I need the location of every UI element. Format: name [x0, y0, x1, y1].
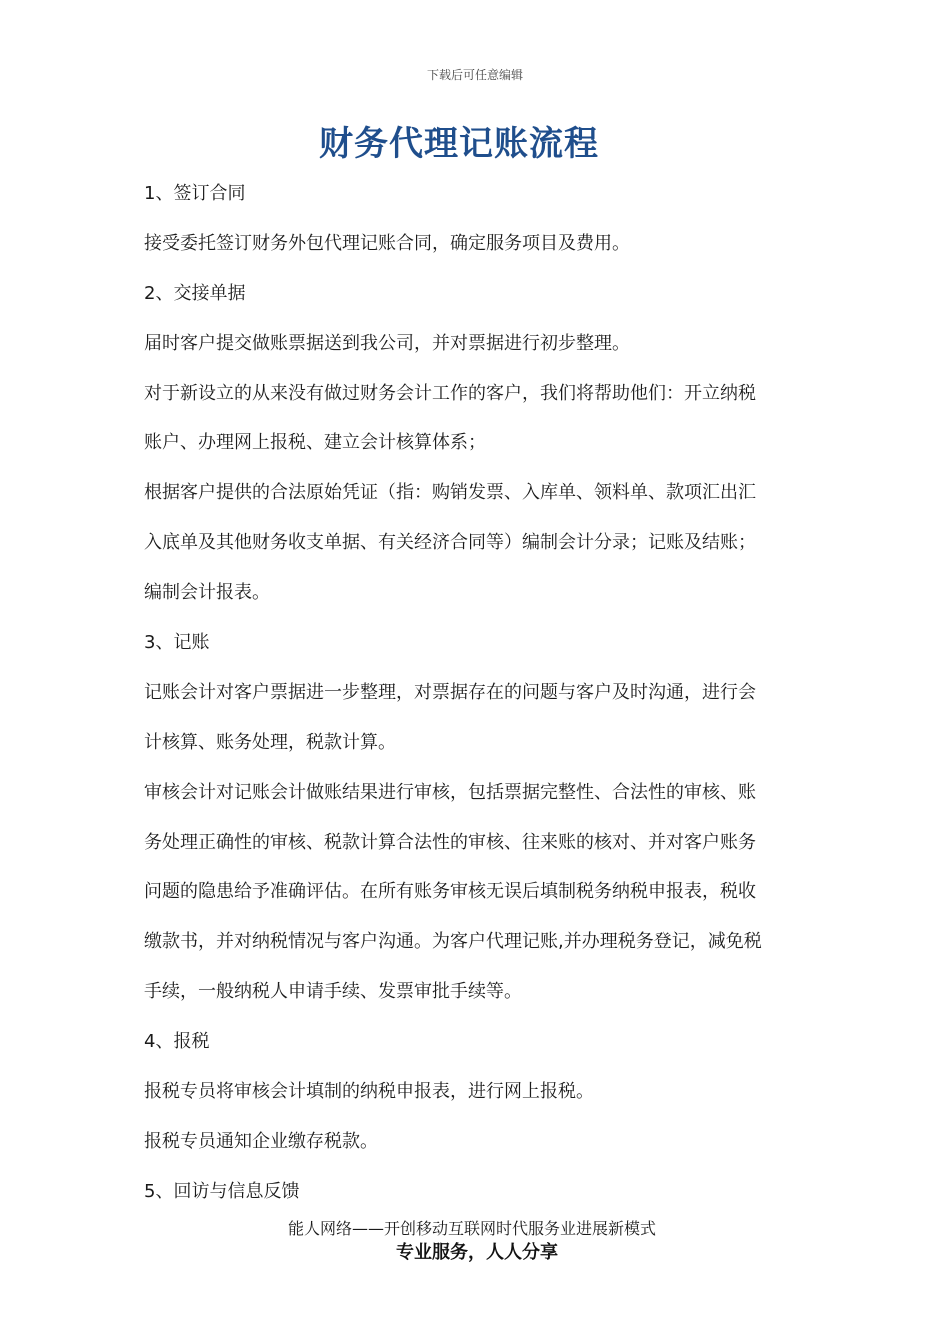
paragraph-line: 问题的隐患给予准确评估。在所有账务审核无误后填制税务纳税申报表，税收 [144, 881, 756, 903]
paragraph-line: 账户、办理网上报税、建立会计核算体系； [144, 432, 486, 454]
paragraph-line: 报税专员将审核会计填制的纳税申报表，进行网上报税。 [144, 1081, 594, 1103]
paragraph-line: 对于新设立的从来没有做过财务会计工作的客户，我们将帮助他们：开立纳税 [144, 382, 756, 404]
paragraph-line: 审核会计对记账会计做账结果进行审核，包括票据完整性、合法性的审核、账 [144, 781, 756, 803]
paragraph-line: 根据客户提供的合法原始凭证（指：购销发票、入库单、领料单、款项汇出汇 [144, 482, 756, 504]
section-heading-2: 2、交接单据 [144, 282, 246, 304]
paragraph-line: 务处理正确性的审核、税款计算合法性的审核、往来账的核对、并对客户账务 [144, 831, 756, 853]
document-body [144, 169, 809, 1217]
section-heading-3: 3、记账 [144, 632, 210, 654]
paragraph-line: 接受委托签订财务外包代理记账合同，确定服务项目及费用。 [144, 232, 630, 254]
paragraph-line: 入底单及其他财务收支单据、有关经济合同等）编制会计分录；记账及结账； [144, 532, 756, 554]
paragraph-line: 计核算、账务处理，税款计算。 [144, 731, 396, 753]
section-heading-4: 4、报税 [144, 1031, 210, 1053]
paragraph-line: 缴款书，并对纳税情况与客户沟通。为客户代理记账,并办理税务登记，减免税 [144, 931, 762, 953]
paragraph-line: 记账会计对客户票据进一步整理，对票据存在的问题与客户及时沟通，进行会 [144, 681, 756, 703]
footer-slogan: 能人网络——开创移动互联网时代服务业进展新模式 [287, 1219, 656, 1238]
section-heading-5: 5、回访与信息反馈 [144, 1180, 300, 1202]
paragraph-line: 报税专员通知企业缴存税款。 [144, 1130, 378, 1152]
document-title: 财务代理记账流程 [319, 124, 599, 164]
paragraph-line: 手续，一般纳税人申请手续、发票审批手续等。 [144, 981, 522, 1003]
paragraph-line: 届时客户提交做账票据送到我公司，并对票据进行初步整理。 [144, 332, 630, 354]
footer-tagline: 专业服务，人人分享 [396, 1242, 558, 1263]
paragraph-line: 编制会计报表。 [144, 582, 270, 604]
section-heading-1: 1、签订合同 [144, 183, 246, 204]
header-note: 下载后可任意编辑 [426, 68, 523, 82]
